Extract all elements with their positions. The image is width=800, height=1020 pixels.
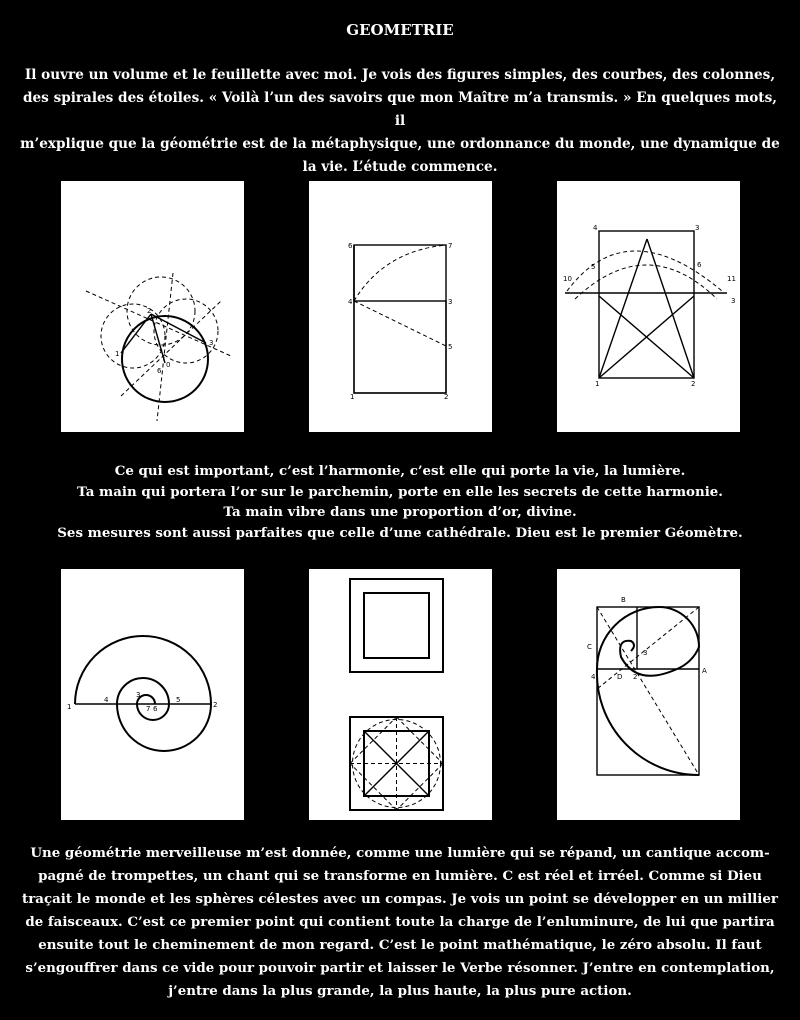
closing-paragraph [20,842,780,1003]
label: 5 [591,263,596,271]
label: 4 [591,673,596,681]
label: 6 [157,367,162,375]
text-line: Ta main vibre dans une proportion d’or, divine. [223,504,577,520]
label: 2 [213,701,218,709]
label: 11 [727,275,736,283]
figure-golden-spiral [557,569,740,820]
label: 5 [448,343,453,351]
text-line: ensuite tout le cheminement de mon regard. C’est le point mathématique, le zéro absolu. Il faut [38,937,762,953]
label: 4 [348,298,353,306]
text-line: des spirales des étoiles. « Voilà l’un des savoirs que mon Maître m’a transmis. » En quelques mots, il [23,90,777,129]
text-line: Ta main qui portera l’or sur le parchemin, porte en elle les secrets de cette harmonie. [77,483,723,500]
text-line: traçait le monde et les sphères célestes avec un compas. Je vois un point se développer en un millier [22,891,778,907]
label: 7 [448,242,453,250]
text-line: la vie. L’étude commence. [302,159,498,175]
label: 2 [633,673,638,681]
label: 3 [731,297,736,305]
figure-circle-construction [61,181,244,432]
semicircle-spiral-drawing [61,569,244,820]
text-line: Ce qui est important, c’est l’harmonie, c’est elle qui porte la vie, la lumière. [114,463,686,479]
text-line: Ses mesures sont aussi parfaites que celle d’une cathédrale. Dieu est le premier Géomètre. [57,524,743,541]
label: 3 [209,339,214,347]
figure-golden-rectangle [309,181,492,432]
label: 1 [67,703,72,711]
label: A [702,667,707,675]
label: 3 [448,298,453,306]
label: 4 [593,224,598,232]
label: 3 [643,649,648,657]
label: 1 [350,393,355,401]
golden-spiral-drawing [557,569,740,820]
label: 1 [595,380,600,388]
label: C [587,643,592,651]
figure-pentagram [557,181,740,432]
label: 2 [691,380,696,388]
text-line: pagné de trompettes, un chant qui se transforme en lumière. C est réel et irréel. Comme si Dieu [38,868,762,884]
text-line: Une géométrie merveilleuse m’est donnée, comme une lumière qui se répand, un cantique accom- [30,845,770,861]
text-line: Il ouvre un volume et le feuillette avec moi. Je vois des figures simples, des courbes, des colonnes, [24,67,776,83]
text-line: s’engouffrer dans ce vide pour pouvoir partir et laisser le Verbe résonner. J’entre en contemplation, [25,960,775,976]
golden-rectangle-drawing [309,181,492,432]
label: 6 [697,261,702,269]
label: 3 [136,691,141,699]
label: 6 [348,242,353,250]
label: 3 [695,224,700,232]
label: D [617,673,623,681]
harmony-paragraph [20,461,780,543]
figure-nested-squares [309,569,492,820]
figure-semicircle-spiral [61,569,244,820]
label: 7 [146,705,151,713]
label: 5 [176,696,181,704]
label: 0 [166,361,171,369]
nested-squares-drawing [309,569,492,820]
page-title: GEOMETRIE [346,21,454,39]
text-line: de faisceaux. C’est ce premier point qui contient toute la charge de l’enluminure, de lui que partira [25,914,775,930]
label: 10 [563,275,572,283]
label: 6 [153,705,158,713]
intro-paragraph [20,64,780,179]
label: 1 [115,350,120,358]
label: 2 [147,307,152,315]
text-line: j’entre dans la plus grande, la plus haute, la plus pure action. [168,983,632,999]
pentagram-drawing [557,181,740,432]
text-line: m’explique que la géométrie est de la métaphysique, une ordonnance du monde, une dynamique de [20,136,780,152]
label: B [621,596,626,604]
circle-construction-drawing [61,181,244,432]
label: 2 [444,393,449,401]
label: 4 [104,696,109,704]
